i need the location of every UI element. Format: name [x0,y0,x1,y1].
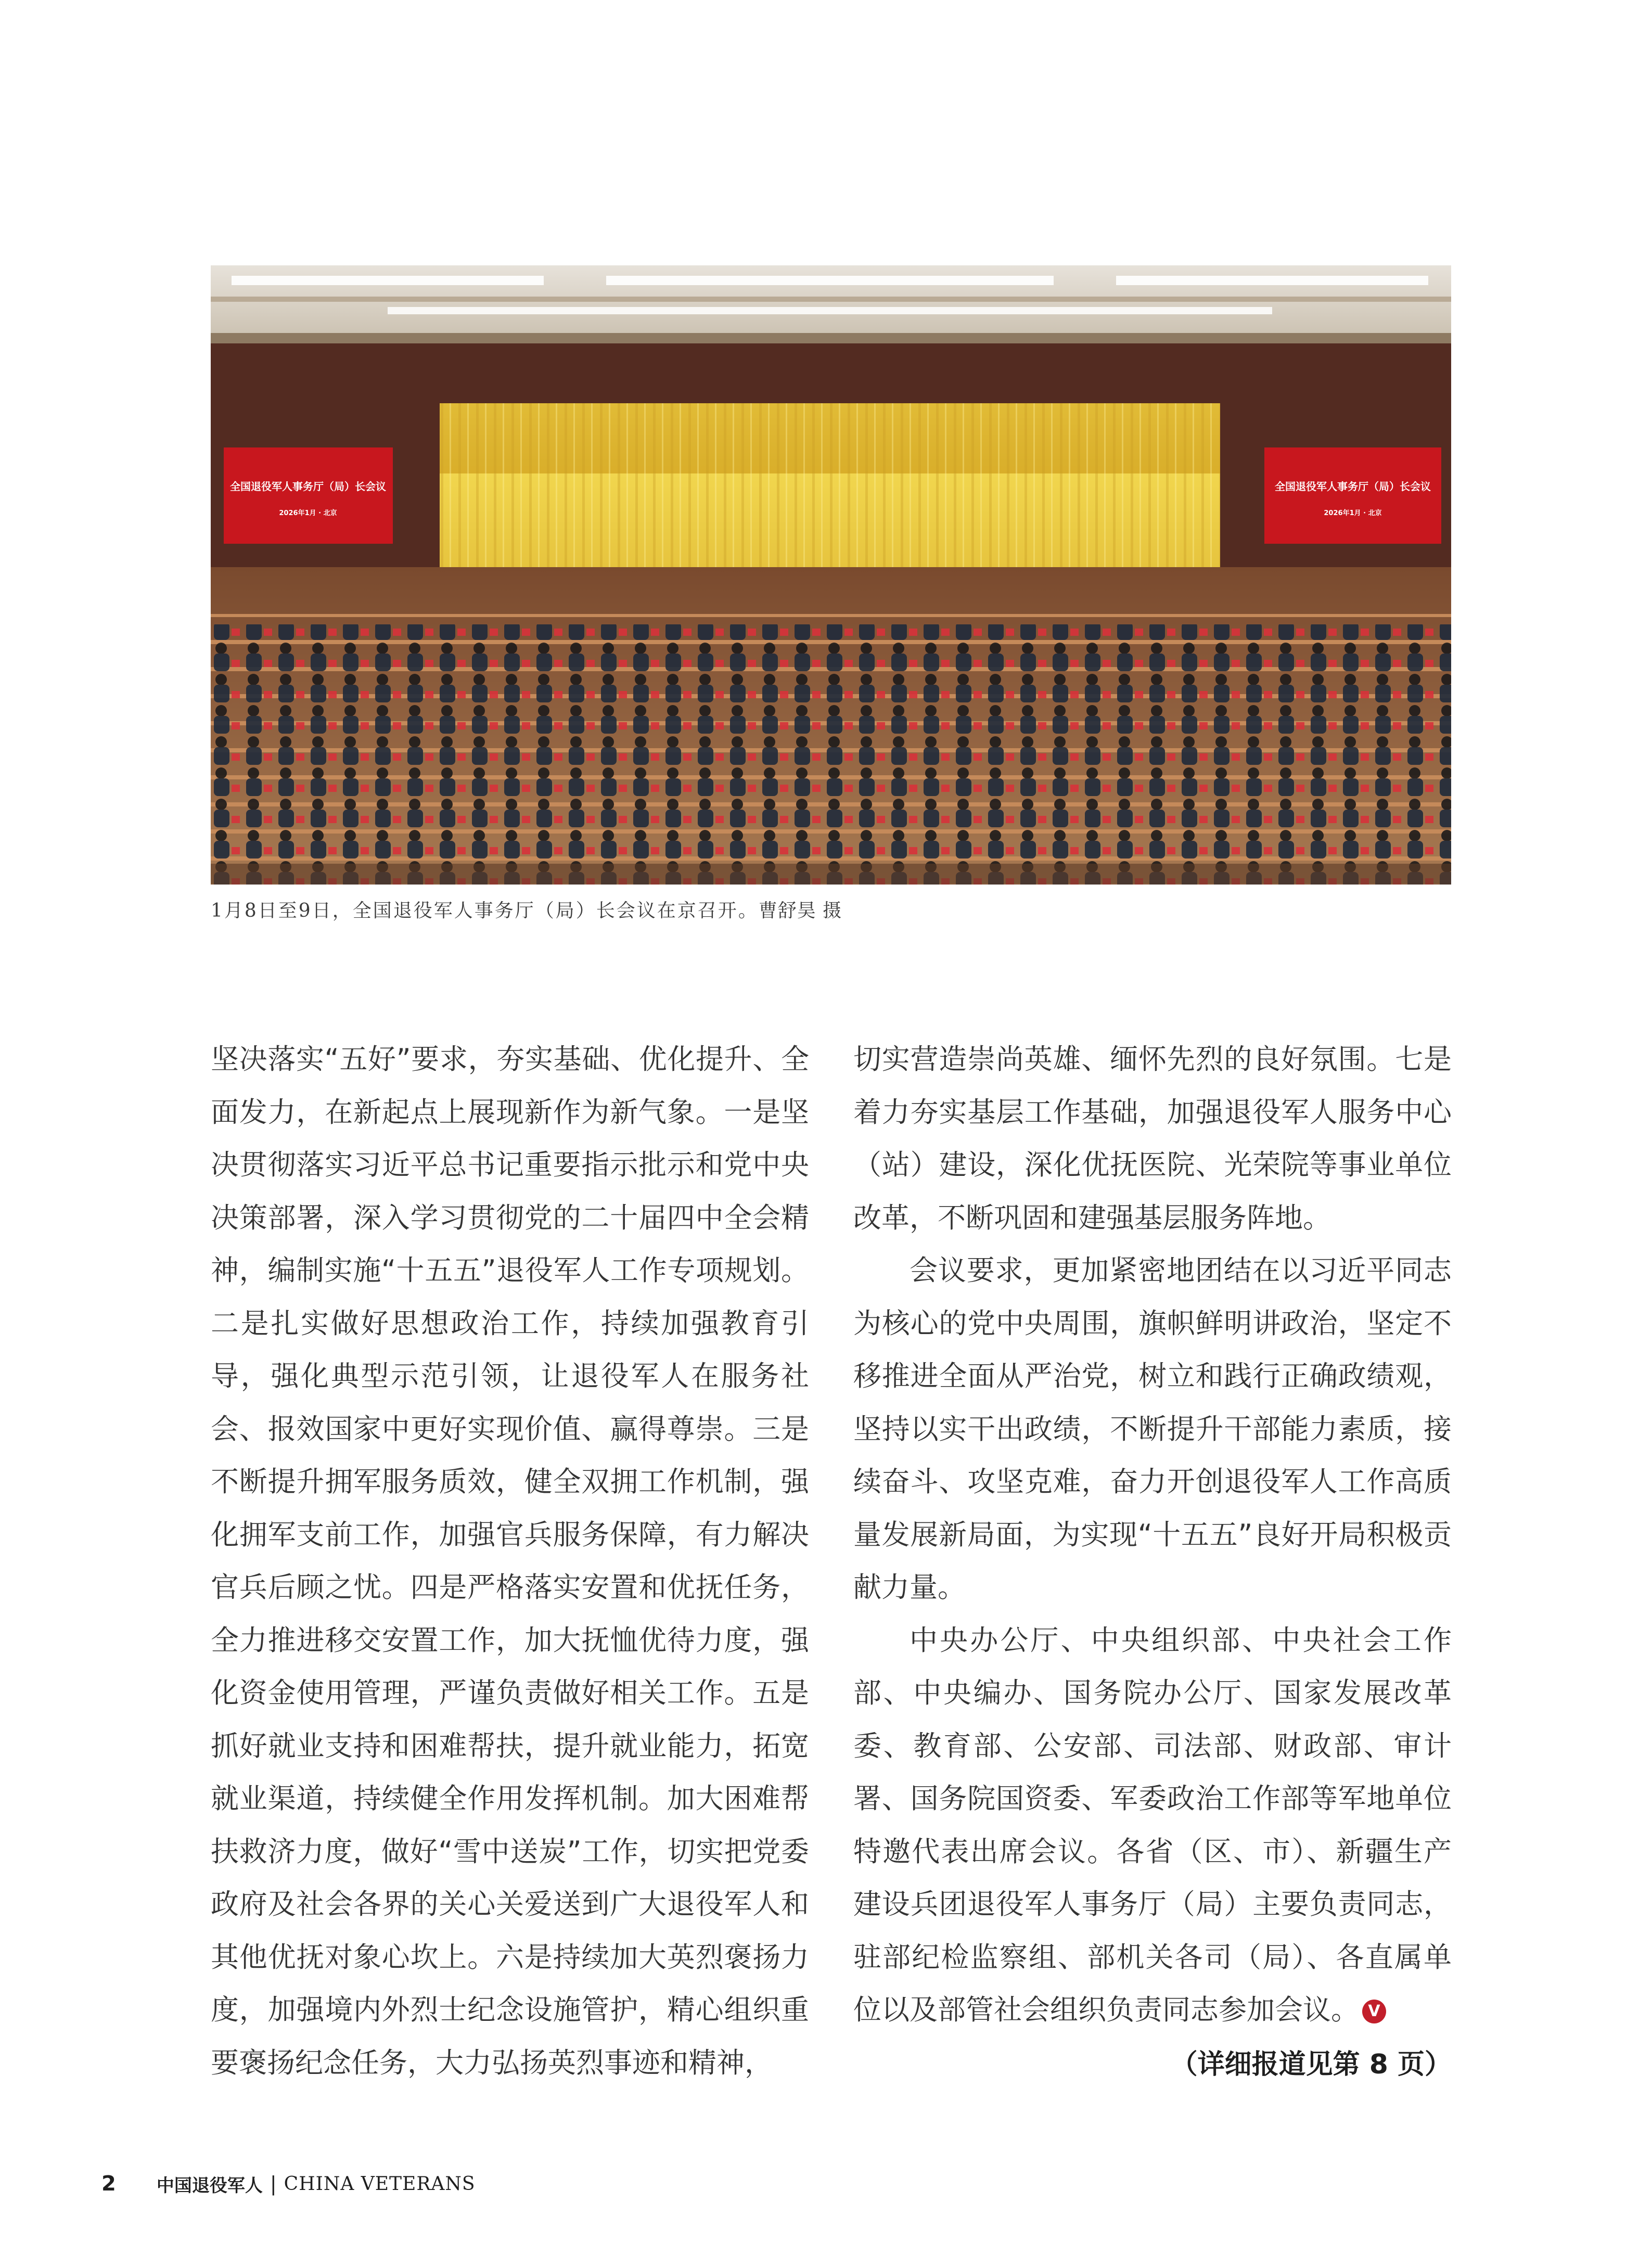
svg-text:全国退役军人事务厅（局）长会议: 全国退役军人事务厅（局）长会议 [1275,480,1431,493]
caption-text: 1月8日至9日，全国退役军人事务厅（局）长会议在京召开。 [211,900,759,921]
article-paragraph-final [853,1614,1452,2036]
left-screen [224,447,393,544]
photo-credit: 曹舒昊 摄 [758,900,842,921]
article-paragraph: 切实营造崇尚英雄、缅怀先烈的良好氛围。七是着力夯实基层工作基础，加强退役军人服务中心（站）建设，深化优抚医院、光荣院等事业单位改革，不断巩固和建强基层服务阵地。 [853,1043,1452,1234]
article-right-column [853,1033,1452,2089]
page-number: 2 [101,2172,116,2196]
right-screen [1264,447,1441,544]
article-paragraph: 会议要求，更加紧密地团结在以习近平同志为核心的党中央周围，旗帜鲜明讲政治，坚定不移推进全面从严治党，树立和践行正确政绩观，坚持以实干出政绩，不断提升干部能力素质，接续奋斗、攻坚克难，奋力开创退役军人工作高质量发展新局面，为实现“十五五”良好开局积极贡献力量。 [853,1254,1452,1604]
end-mark-icon: V [1362,2000,1386,2023]
magazine-name-en: CHINA VETERANS [284,2173,476,2195]
article-paragraph: 坚决落实“五好”要求，夯实基础、优化提升、全面发力，在新起点上展现新作为新气象。一是坚决贯彻落实习近平总书记重要指示批示和党中央决策部署，深入学习贯彻党的二十届四中全会精神，编制实施“十五五”退役军人工作专项规划。二是扎实做好思想政治工作，持续加强教育引导，强化典型示范引领，让退役军人在服务社会、报效国家中更好实现价值、赢得尊崇。三是不断提升拥军服务质效，健全双拥工作机制，强化拥军支前工作，加强官兵服务保障，有力解决官兵后顾之忧。四是严格落实安置和优抚任务，全力推进移交安置工作，加大抚恤优待力度，强化资金使用管理，严谨负责做好相关工作。五是抓好就业支持和困难帮扶，提升就业能力，拓宽就业渠道，持续健全作用发挥机制。加大困难帮扶救济力度，做好“雪中送炭”工作，切实把党委政府及社会各界的关心关爱送到广大退役军人和其他优抚对象心坎上。六是持续加大英烈褒扬力度，加强境内外烈士纪念设施管护，精心组织重要褒扬纪念任务，大力弘扬英烈事迹和精神， [211,1043,809,2079]
svg-text:2026年1月 · 北京: 2026年1月 · 北京 [1324,509,1382,517]
meeting-photo [211,265,1451,885]
footer-separator: | [270,2172,277,2195]
svg-text:2026年1月 · 北京: 2026年1月 · 北京 [279,509,337,517]
see-more-reference: （详细报道见第 8 页） [1170,2049,1452,2080]
photo-caption [211,896,1451,923]
article-left-column [211,1033,809,2089]
article-paragraph-text: 中央办公厅、中央组织部、中央社会工作部、中央编办、国务院办公厅、国家发展改革委、教育部、公安部、司法部、财政部、审计署、国务院国资委、军委政治工作部等军地单位特邀代表出席会议。各省（区、市）、新疆生产建设兵团退役军人事务厅（局）主要负责同志，驻部纪检监察组、部机关各司（局）、各直属单位以及部管社会组织负责同志参加会议。 [853,1623,1452,2026]
page-footer [101,2171,476,2197]
magazine-name-cn: 中国退役军人 [156,2175,263,2196]
svg-text:全国退役军人事务厅（局）长会议: 全国退役军人事务厅（局）长会议 [230,480,386,493]
